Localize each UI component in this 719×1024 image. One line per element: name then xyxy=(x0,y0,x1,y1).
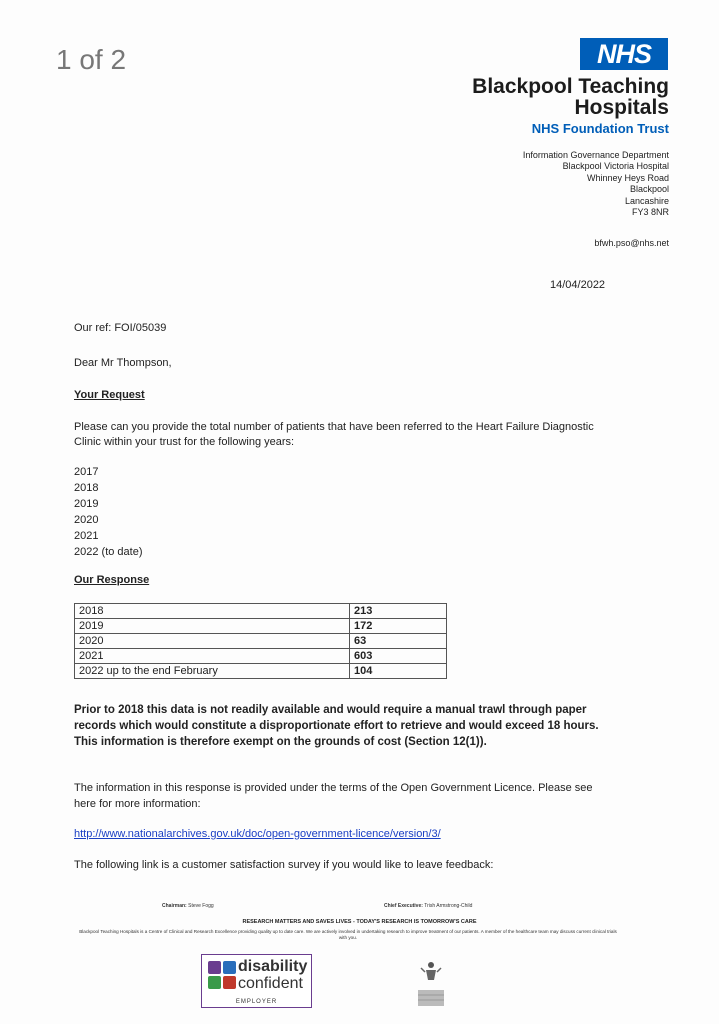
dc-square-green xyxy=(208,976,221,989)
nhs-logo: NHS xyxy=(580,38,668,70)
response-heading: Our Response xyxy=(74,574,150,586)
dc-square-blue xyxy=(223,961,236,974)
row-value: 603 xyxy=(350,649,447,664)
chairman-label: Chairman: xyxy=(162,903,187,909)
organisation-name-line2: Hospitals xyxy=(574,96,669,119)
year-item: 2019 xyxy=(74,498,99,510)
dc-square-red xyxy=(223,976,236,989)
year-item: 2018 xyxy=(74,482,99,494)
sender-address xyxy=(409,150,669,218)
row-value: 104 xyxy=(350,664,447,679)
chairman-name: Steve Fogg xyxy=(188,903,214,909)
row-label: 2020 xyxy=(75,634,350,649)
address-line: Lancashire xyxy=(624,195,669,206)
request-heading: Your Request xyxy=(74,389,145,401)
year-item: 2021 xyxy=(74,530,99,542)
licence-link[interactable]: http://www.nationalarchives.gov.uk/doc/open-government-licence/version/3/ xyxy=(74,828,441,840)
row-label: 2022 up to the end February xyxy=(75,664,350,679)
address-line: Blackpool Victoria Hospital xyxy=(562,161,669,172)
chairman-credit xyxy=(162,903,214,909)
years-list xyxy=(74,464,143,560)
organisation-name xyxy=(369,76,669,118)
table-row xyxy=(75,604,447,619)
address-line: FY3 8NR xyxy=(631,207,669,218)
year-item: 2022 (to date) xyxy=(74,546,143,558)
chief-executive-label: Chief Executive: xyxy=(384,903,423,909)
research-description: Blackpool Teaching Hospitals is a Centre of Clinical and Research Excellence providing quality up to date care. We are actively involved in undertaking research to improve treatment of our patients. A member of the healthcare team may discuss current clinical trials with you. xyxy=(79,929,617,941)
dc-word-disability: disability xyxy=(238,958,308,975)
sender-email: bfwh.pso@nhs.net xyxy=(594,238,669,248)
crest-emblem-icon xyxy=(416,958,446,1008)
dc-word-confident: confident xyxy=(238,975,303,992)
table-row xyxy=(75,634,447,649)
address-line: Whinney Heys Road xyxy=(586,172,669,183)
year-item: 2017 xyxy=(74,466,99,478)
salutation: Dear Mr Thompson, xyxy=(74,357,172,369)
dc-word-employer: EMPLOYER xyxy=(235,999,278,1005)
survey-paragraph: The following link is a customer satisfaction survey if you would like to leave feedback: xyxy=(74,859,494,871)
year-item: 2020 xyxy=(74,514,99,526)
row-value: 213 xyxy=(350,604,447,619)
row-value: 172 xyxy=(350,619,447,634)
our-reference: Our ref: FOI/05039 xyxy=(74,322,167,334)
row-value: 63 xyxy=(350,634,447,649)
address-line: Information Governance Department xyxy=(522,150,669,160)
response-table xyxy=(74,603,447,679)
organisation-name-line1: Blackpool Teaching xyxy=(472,75,669,98)
letter-date: 14/04/2022 xyxy=(550,279,606,291)
page-counter: 1 of 2 xyxy=(56,44,127,75)
chief-executive-credit xyxy=(384,903,472,909)
table-row xyxy=(75,664,447,679)
licence-paragraph: The information in this response is provided under the terms of the Open Government Licence. Please see here for more information: xyxy=(74,782,593,810)
disability-confident-logo xyxy=(201,954,312,1008)
research-tagline: RESEARCH MATTERS AND SAVES LIVES - TODAY'S RESEARCH IS TOMORROW'S CARE xyxy=(242,919,477,925)
trust-name: NHS Foundation Trust xyxy=(531,121,669,136)
request-text: Please can you provide the total number of patients that have been referred to the Heart Failure Diagnostic Clinic within your trust for the following years: xyxy=(74,421,594,448)
row-label: 2018 xyxy=(75,604,350,619)
row-label: 2019 xyxy=(75,619,350,634)
address-line: Blackpool xyxy=(629,184,669,195)
row-label: 2021 xyxy=(75,649,350,664)
exemption-paragraph: Prior to 2018 this data is not readily available and would require a manual trawl through paper records which would constitute a disproportionate effort to retrieve and would exceed 18 hours. This information is therefore exempt on the grounds of cost (Section 12(1)). xyxy=(74,704,599,748)
table-row xyxy=(75,649,447,664)
chief-executive-name: Trish Armstrong-Child xyxy=(424,903,473,909)
dc-square-purple xyxy=(208,961,221,974)
table-row xyxy=(75,619,447,634)
disability-confident-icon xyxy=(208,961,236,989)
